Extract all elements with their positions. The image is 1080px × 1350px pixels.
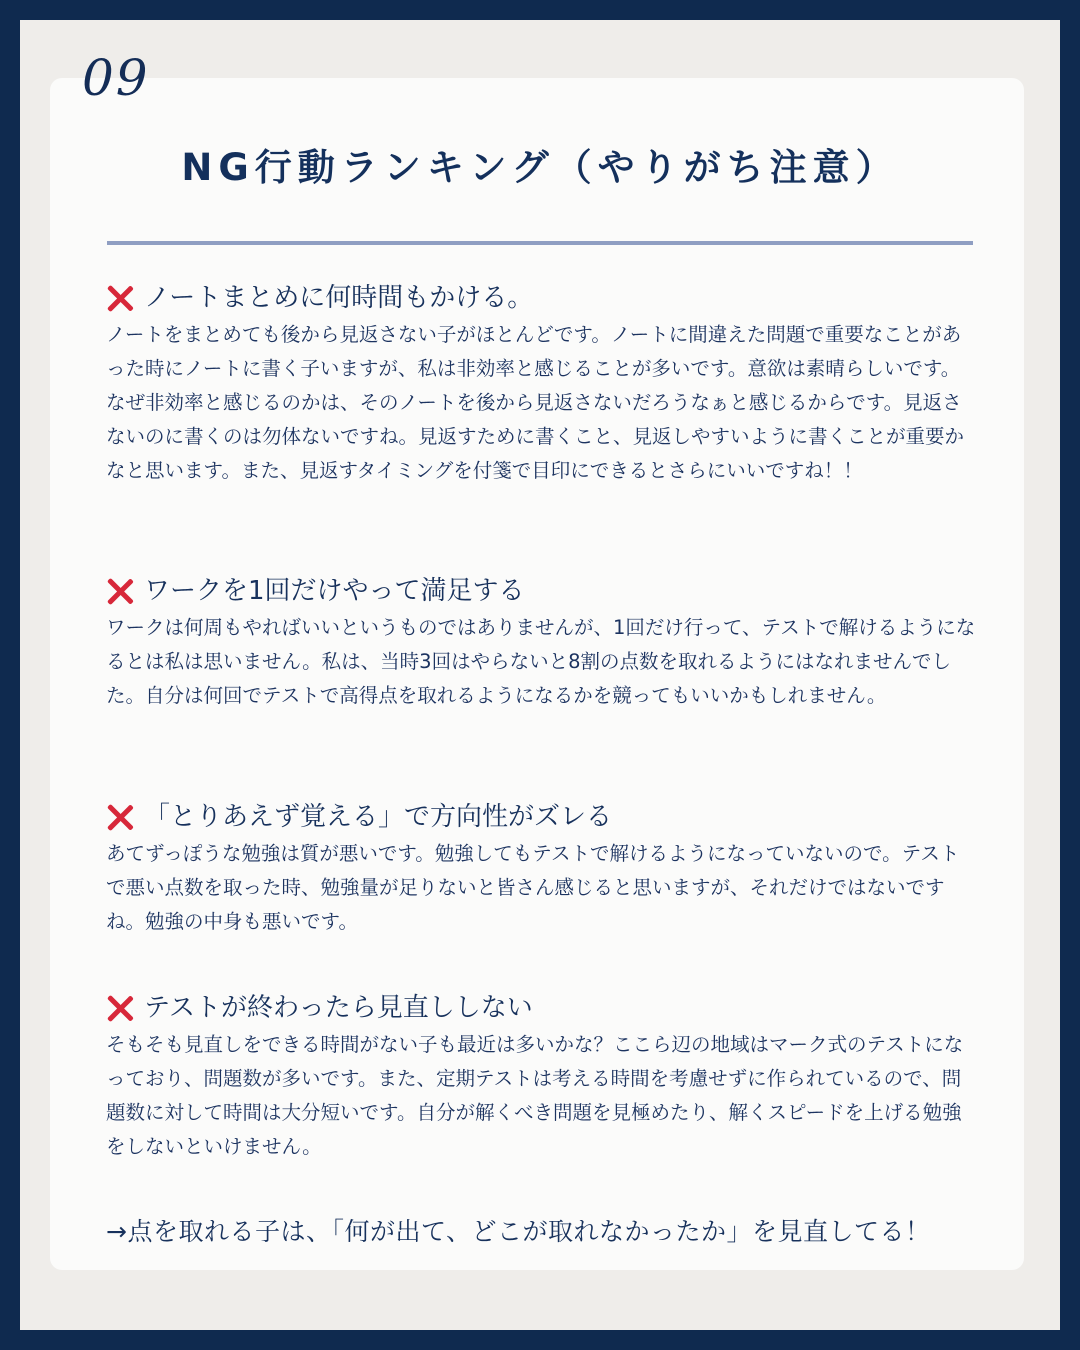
ng-item-body: そもそも見直しをできる時間がない子も最近は多いかな？ここら辺の地域はマーク式のテストになっており、問題数が多いです。また、定期テストは考える時間を考慮せずに作られているので、問題数に対して時間は大分短いです。自分が解くべき問題を見極めたり、解くスピードを上げる勉強をしないといけません。 <box>106 1033 964 1158</box>
ng-item-title: ノートまとめに何時間もかける。 <box>144 283 534 313</box>
ng-item-3 <box>106 799 976 939</box>
ng-item-title: テストが終わったら見直ししない <box>144 993 533 1023</box>
ng-item-title: 「とりあえず覚える」で方向性がズレる <box>144 802 613 832</box>
ng-item-heading <box>106 573 976 609</box>
ng-item-heading <box>106 799 976 835</box>
conclusion-text: →点を取れる子は、「何が出て、どこが取れなかったか」を見直してる！ <box>106 1217 931 1246</box>
cross-mark-icon <box>106 994 134 1022</box>
ng-item-4 <box>106 990 976 1164</box>
cross-mark-icon <box>106 284 134 312</box>
ng-item-body: あてずっぽうな勉強は質が悪いです。勉強してもテストで解けるようになっていないので。テストで悪い点数を取った時、勉強量が足りないと皆さん感じると思いますが、それだけではないですね。勉強の中身も悪いです。 <box>106 842 960 933</box>
ng-item-title: ワークを1回だけやって満足する <box>144 576 525 606</box>
ng-item-heading <box>106 280 976 316</box>
page-title: NG行動ランキング（やりがち注意） <box>181 146 899 189</box>
ng-item-body: ワークは何周もやればいいというものではありませんが、1回だけ行って、テストで解けるようになるとは私は思いません。私は、当時3回はやらないと8割の点数を取れるようにはなれませんでした。自分は何回でテストで高得点を取れるようになるかを競ってもいいかもしれません。 <box>106 616 976 707</box>
ng-item-heading <box>106 990 976 1026</box>
title-divider <box>107 241 973 245</box>
ng-item-2 <box>106 573 976 713</box>
cross-mark-icon <box>106 803 134 831</box>
ng-item-1 <box>106 280 976 488</box>
page-number: 09 <box>82 49 150 107</box>
cross-mark-icon <box>106 577 134 605</box>
ng-item-body: ノートをまとめても後から見返さない子がほとんどです。ノートに間違えた問題で重要なことがあった時にノートに書く子いますが、私は非効率と感じることが多いです。意欲は素晴らしいです。なぜ非効率と感じるのかは、そのノートを後から見返さないだろうなぁと感じるからです。見返さないのに書くのは勿体ないですね。見返すために書くこと、見返しやすいように書くことが重要かなと思います。また、見返すタイミングを付箋で目印にできるとさらにいいですね！！ <box>106 323 965 482</box>
